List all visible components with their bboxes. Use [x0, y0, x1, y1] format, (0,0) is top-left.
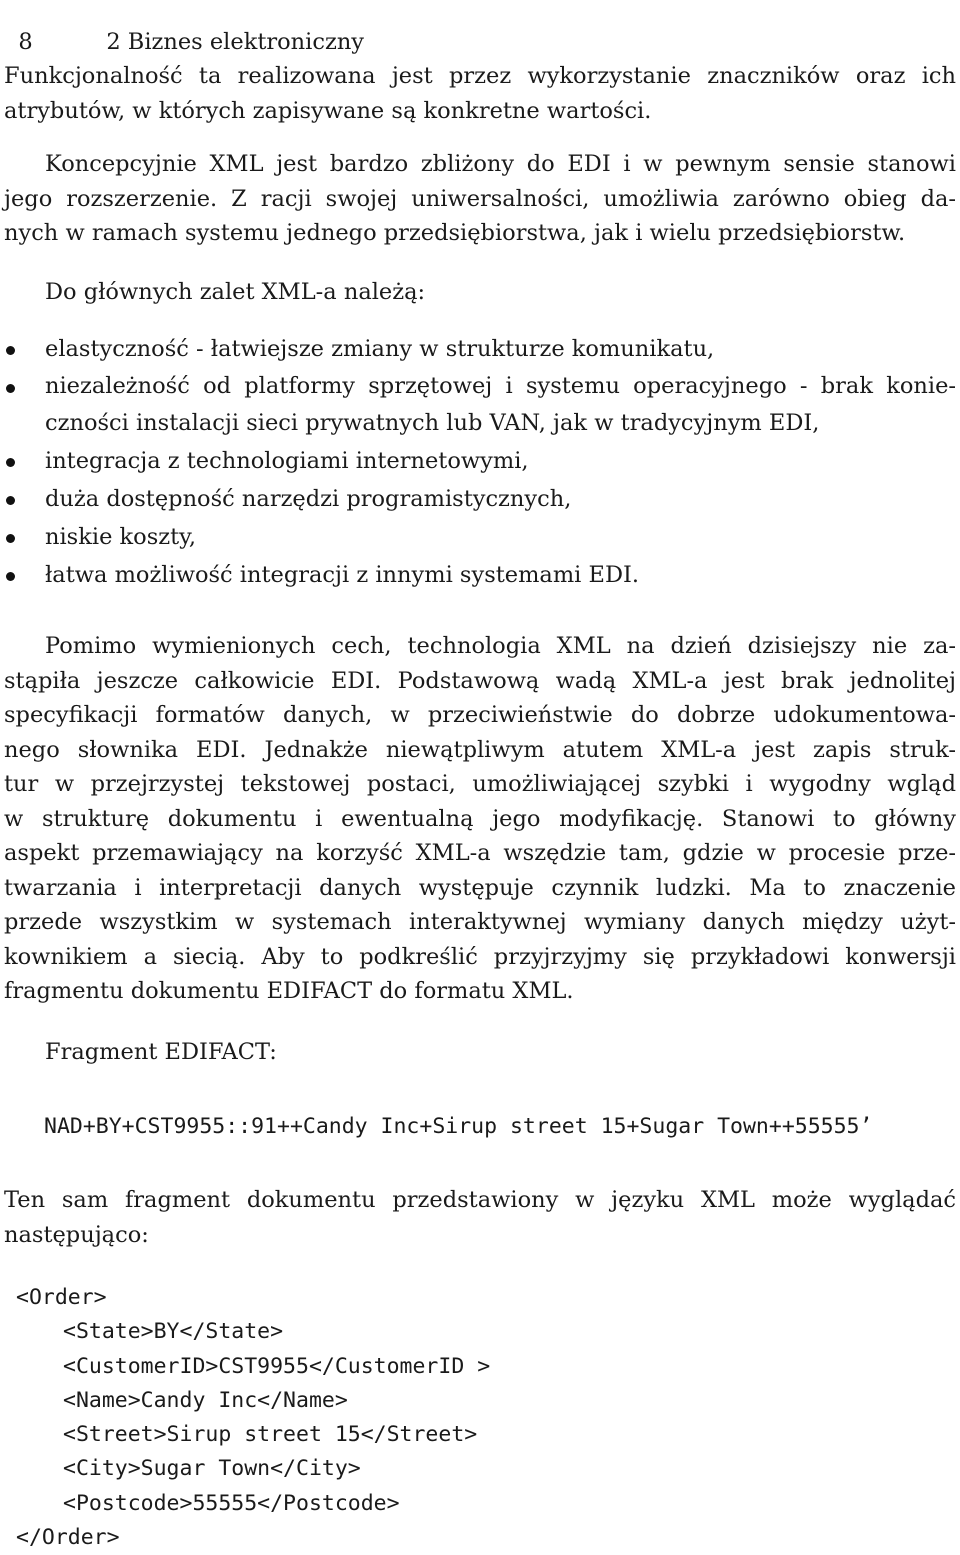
list-item — [4, 480, 956, 518]
fragment-label — [4, 1035, 956, 1070]
paragraph-line: aspekt przemawiający na korzyść XML-a wszędzie tam, gdzie w procesie prze- — [4, 840, 956, 866]
xml-code-block — [16, 1281, 490, 1555]
paragraph-line: przede wszystkim w systemach interaktywnej wymiany danych między użyt- — [4, 909, 956, 935]
paragraph-1 — [4, 59, 956, 128]
paragraph-line: fragmentu dokumentu EDIFACT do formatu XML. — [4, 978, 574, 1004]
paragraph-2 — [4, 147, 956, 251]
list-item-text: łatwa możliwość integracji z innymi systemami EDI. — [45, 562, 640, 588]
list-item-text: duża dostępność narzędzi programistycznych, — [45, 486, 572, 512]
paragraph-line: Pomimo wymienionych cech, technologia XML na dzień dzisiejszy nie za- — [45, 633, 956, 659]
paragraph-5 — [4, 1183, 956, 1252]
paragraph-line: nego słownika EDI. Jednakże niewątpliwym atutem XML-a jest zapis struk- — [4, 736, 956, 763]
xml-line: <CustomerID>CST9955</CustomerID > — [63, 1353, 491, 1379]
paragraph-3 — [4, 275, 956, 310]
paragraph-4 — [4, 629, 956, 1009]
paragraph-line: nych w ramach systemu jednego przedsiębiorstwa, jak i wielu przedsiębiorstw. — [4, 220, 906, 246]
paragraph-line: jego rozszerzenie. Z racji swojej uniwersalności, umożliwia zarówno obieg da- — [4, 185, 956, 212]
xml-line: <City>Sugar Town</City> — [63, 1456, 361, 1482]
page-header — [4, 0, 365, 55]
paragraph-line: stąpiła jeszcze całkowicie EDI. Podstawową wadą XML-a jest brak jednolitej — [4, 667, 956, 694]
xml-line: <Order> — [16, 1285, 107, 1310]
list-item-text: czności instalacji sieci prywatnych lub VAN, jak w tradycyjnym EDI, — [45, 410, 820, 436]
paragraph-line: specyfikacji formatów danych, w przeciwieństwie do dobrze udokumentowa- — [4, 702, 956, 728]
paragraph-line: Funkcjonalność ta realizowana jest przez wykorzystanie znaczników oraz ich — [4, 63, 956, 89]
xml-line: <State>BY</State> — [63, 1319, 284, 1345]
xml-line: <Street>Sirup street 15</Street> — [63, 1422, 478, 1448]
edifact-code-block: NAD+BY+CST9955::91++Candy Inc+Sirup street 15+Sugar Town++55555’ — [44, 1114, 873, 1139]
paragraph-line: Ten sam fragment dokumentu przedstawiony w języku XML może wyglądać — [4, 1187, 956, 1213]
list-item-text: niskie koszty, — [45, 524, 197, 550]
list-item — [4, 330, 956, 368]
paragraph-line: kownikiem a siecią. Aby to podkreślić przyjrzyjmy się przykładowi konwersji — [4, 943, 956, 970]
paragraph-line: w strukturę dokumentu i ewentualną jego modyfikację. Stanowi to główny — [4, 805, 956, 832]
paragraph-line: atrybutów, w których zapisywane są konkretne wartości. — [4, 97, 652, 124]
list-item-text: integracja z technologiami internetowymi, — [45, 448, 529, 474]
list-item — [4, 442, 956, 480]
paragraph-line: Koncepcyjnie XML jest bardzo zbliżony do EDI i w pewnym sensie stanowi — [45, 151, 956, 177]
paragraph-line: następująco: — [4, 1221, 149, 1248]
list-item — [4, 518, 956, 556]
paragraph-line: Do głównych zalet XML-a należą: — [45, 279, 426, 305]
list-item-text: niezależność od platformy sprzętowej i systemu operacyjnego - brak konie- — [45, 373, 956, 399]
xml-line: <Name>Candy Inc</Name> — [63, 1387, 348, 1413]
bullet-icon — [6, 496, 15, 505]
xml-line: <Postcode>55555</Postcode> — [63, 1490, 400, 1516]
chapter-title: 2 Biznes elektroniczny — [106, 29, 365, 55]
bullet-icon — [6, 458, 15, 467]
list-item — [4, 368, 956, 442]
page-number: 8 — [18, 29, 33, 55]
fragment-label-text: Fragment EDIFACT: — [45, 1039, 277, 1065]
list-item — [4, 556, 956, 594]
bullet-icon — [6, 384, 15, 393]
bullet-icon — [6, 534, 15, 543]
paragraph-line: twarzania i interpretacji danych występuje czynnik ludzki. Ma to znaczenie — [4, 874, 956, 901]
list-item-text: elastyczność - łatwiejsze zmiany w strukturze komunikatu, — [45, 336, 715, 362]
bullet-icon — [6, 346, 15, 355]
xml-line: </Order> — [16, 1525, 120, 1551]
paragraph-line: tur w przejrzystej tekstowej postaci, umożliwiającej szybki i wygodny wgląd — [4, 771, 956, 797]
advantages-list — [4, 330, 956, 594]
bullet-icon — [6, 572, 15, 581]
